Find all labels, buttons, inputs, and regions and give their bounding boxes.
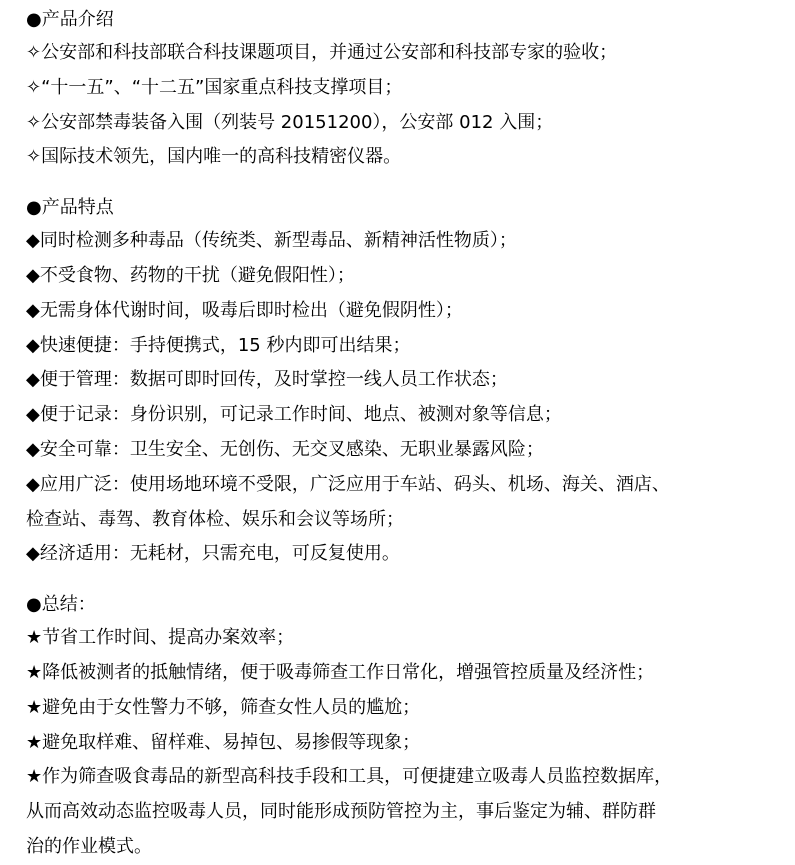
summary-item-1: ★节省工作时间、提高办案效率； <box>26 627 295 649</box>
section-gap <box>26 175 786 192</box>
summary-item-5: ★作为筛查吸食毒品的新型高科技手段和工具，可便捷建立吸毒人员监控数据库， <box>26 766 673 788</box>
summary-item-4: ★避免取样难、留样难、易掉包、易掺假等现象； <box>26 731 421 753</box>
section-title-summary: ●总结： <box>26 594 96 616</box>
section-title-product-features: ●产品特点 <box>26 197 114 219</box>
feature-item-6: ◆便于记录：身份识别，可记录工作时间、地点、被测对象等信息； <box>26 404 562 426</box>
feature-item-8: ◆应用广泛：使用场地环境不受限，广泛应用于车站、码头、机场、海关、酒店、 <box>26 473 670 495</box>
summary-item-5-continued-2: 治的作业模式。 <box>26 835 152 857</box>
intro-item-2: ✧“十一五”、“十二五”国家重点科技支撑项目； <box>26 76 403 98</box>
feature-item-4: ◆快速便捷：手持便携式，15 秒内即可出结果； <box>26 334 411 356</box>
section-product-intro <box>26 4 786 175</box>
summary-item-3: ★避免由于女性警力不够，筛查女性人员的尴尬； <box>26 696 421 718</box>
section-summary <box>26 589 786 865</box>
document-body <box>26 4 786 865</box>
summary-item-2: ★降低被测者的抵触情绪，便于吸毒筛查工作日常化，增强管控质量及经济性； <box>26 661 655 683</box>
feature-item-3: ◆无需身体代谢时间，吸毒后即时检出（避免假阴性）； <box>26 299 463 321</box>
section-product-features <box>26 192 786 572</box>
intro-item-3: ✧公安部禁毒装备入围（列装号 20151200），公安部 012 入围； <box>26 111 554 133</box>
section-gap <box>26 572 786 589</box>
feature-item-1: ◆同时检测多种毒品（传统类、新型毒品、新精神活性物质）； <box>26 230 517 252</box>
summary-item-5-continued-1: 从而高效动态监控吸毒人员，同时能形成预防管控为主，事后鉴定为辅、群防群 <box>26 801 656 823</box>
feature-item-7: ◆安全可靠：卫生安全、无创伤、无交叉感染、无职业暴露风险； <box>26 438 544 460</box>
feature-item-8-continued: 检查站、毒驾、教育体检、娱乐和会议等场所； <box>26 508 404 530</box>
feature-item-5: ◆便于管理：数据可即时回传，及时掌控一线人员工作状态； <box>26 369 508 391</box>
feature-item-2: ◆不受食物、药物的干扰（避免假阳性）； <box>26 264 355 286</box>
section-title-product-intro: ●产品介绍 <box>26 9 114 30</box>
intro-item-4: ✧国际技术领先，国内唯一的高科技精密仪器。 <box>26 146 402 168</box>
feature-item-9: ◆经济适用：无耗材，只需充电，可反复使用。 <box>26 543 400 565</box>
intro-item-1: ✧公安部和科技部联合科技课题项目，并通过公安部和科技部专家的验收； <box>26 42 618 63</box>
